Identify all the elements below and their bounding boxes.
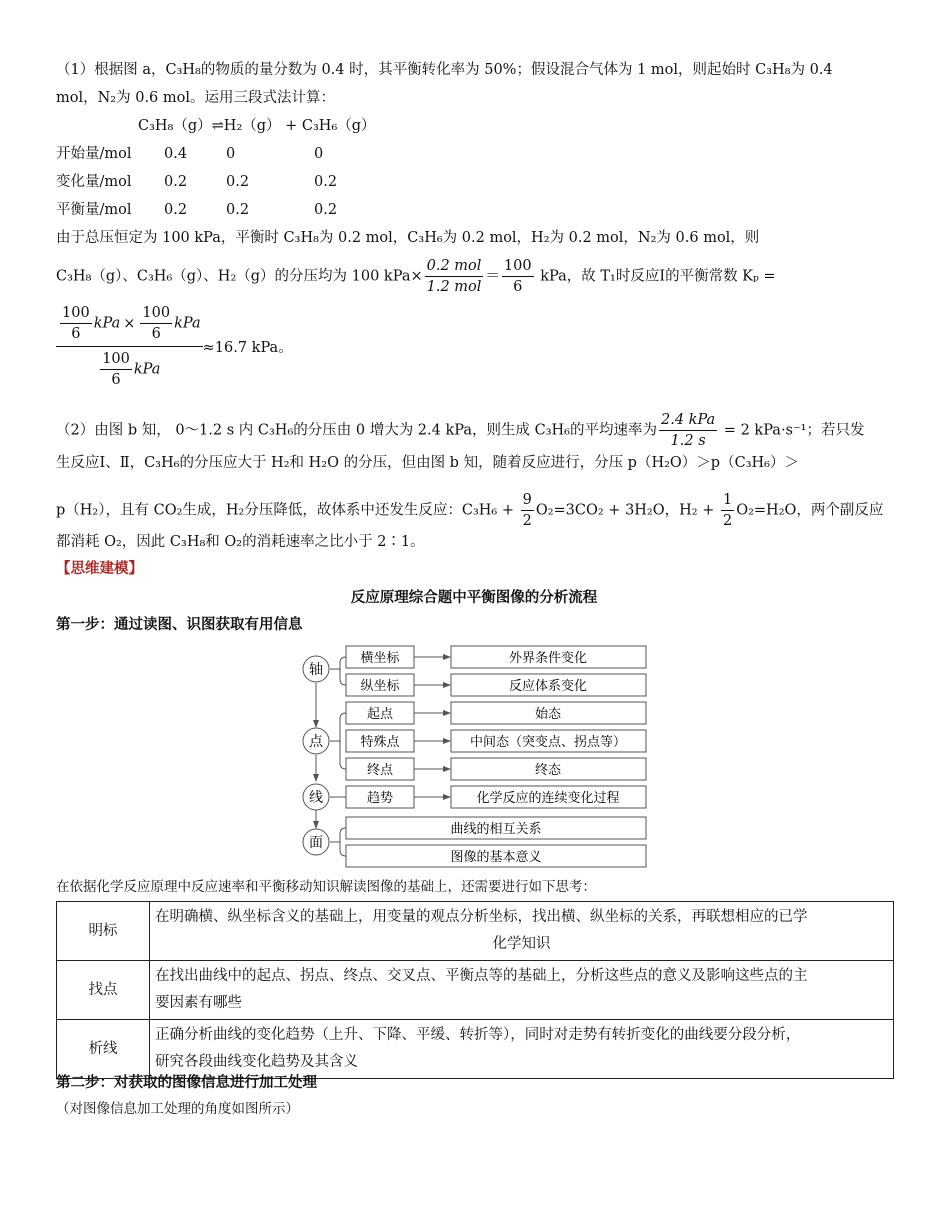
result-label: 化学反应的连续变化过程 <box>476 791 620 806</box>
row-value: 0 <box>314 146 324 162</box>
thinking-table <box>56 901 894 1079</box>
para2-lead: C₃H₈（g）、C₃H₆（g）、H₂（g）的分压均为 100 kPa× <box>56 268 423 285</box>
row-value: 0.4 <box>164 146 188 162</box>
para3-line3c: O₂=H₂O，两个副反应 <box>736 502 884 519</box>
fraction-denominator: 6 <box>111 372 121 388</box>
unit: kPa <box>93 315 121 332</box>
table-desc <box>150 902 894 961</box>
unit: kPa <box>174 315 201 332</box>
equals-sign: ＝ <box>485 268 500 285</box>
fraction <box>521 490 534 531</box>
para3-line3b: O₂=3CO₂ + 3H₂O，H₂ + <box>535 502 719 519</box>
fraction-numerator: 1 <box>721 490 734 511</box>
flow-diagram <box>298 640 650 868</box>
row-value: 0 <box>226 146 236 162</box>
flow-title: 反应原理综合题中平衡图像的分析流程 <box>350 590 598 606</box>
result-label: 中间态（突变点、拐点等） <box>469 735 627 750</box>
mid-label: 横坐标 <box>360 651 400 666</box>
step2-heading: 第二步：对获取的图像信息进行加工处理 <box>56 1075 317 1091</box>
three-step-row <box>56 144 892 164</box>
row-label: 开始量/mol <box>56 146 132 162</box>
desc-line: 化学知识 <box>492 936 551 952</box>
fraction-numerator: 0.2 mol <box>425 256 484 277</box>
para3-line1a: （2）由图 b 知， 0～1.2 s 内 C₃H₆的分压由 0 增大为 2.4 kPa，则生成 C₃H₆的平均速率为 <box>56 422 657 439</box>
fraction <box>659 410 717 451</box>
fraction <box>721 490 734 531</box>
bracket <box>340 828 346 856</box>
fraction-numerator: 9 <box>521 490 534 511</box>
fraction <box>60 303 92 344</box>
desc-line: 研究各段曲线变化趋势及其含义 <box>155 1054 358 1070</box>
fraction <box>425 256 484 297</box>
fraction-denominator: 2 <box>522 513 532 529</box>
step1-heading: 第一步：通过读图、识图获取有用信息 <box>56 617 303 633</box>
fraction-numerator: 100 <box>502 256 534 277</box>
para2-tail: kPa，故 T₁时反应Ⅰ的平衡常数 Kₚ = <box>535 268 776 285</box>
kp-fraction <box>56 303 203 390</box>
kp-expression <box>56 303 293 390</box>
row-label: 平衡量/mol <box>56 202 132 218</box>
table-desc <box>150 961 894 1020</box>
kp-denominator <box>56 347 203 390</box>
note-text: （对图像信息加工处理的角度如图所示） <box>56 1101 299 1117</box>
fraction-numerator: 2.4 kPa <box>659 410 717 431</box>
result-label: 反应体系变化 <box>508 679 588 694</box>
bracket <box>340 713 346 769</box>
row-label: 变化量/mol <box>56 174 132 190</box>
table-key: 找点 <box>57 961 150 1020</box>
para3-line1b: = 2 kPa·s⁻¹；若只发 <box>719 422 865 439</box>
desc-line: 在找出曲线中的起点、拐点、终点、交叉点、平衡点等的基础上，分析这些点的意义及影响这些点的主 <box>155 968 808 984</box>
fraction-numerator: 100 <box>140 303 172 324</box>
node-label: 线 <box>309 790 323 806</box>
para1-line2: mol，N₂为 0.6 mol。运用三段式法计算： <box>56 90 336 106</box>
para2-line1: 由于总压恒定为 100 kPa，平衡时 C₃H₈为 0.2 mol，C₃H₆为 0.2 mol，H₂为 0.2 mol，N₂为 0.6 mol，则 <box>56 230 760 246</box>
table-row <box>57 1020 894 1079</box>
result-label: 始态 <box>534 707 562 722</box>
fraction-denominator: 6 <box>151 326 161 342</box>
table-key: 明标 <box>57 902 150 961</box>
fraction-numerator: 100 <box>60 303 92 324</box>
wide-label: 曲线的相互关系 <box>450 822 542 837</box>
table-row <box>57 961 894 1020</box>
fraction-denominator: 1.2 mol <box>426 279 482 295</box>
bracket <box>340 657 346 685</box>
kp-result: ≈16.7 kPa。 <box>202 340 293 356</box>
para3-line1 <box>56 410 892 451</box>
mid-label: 起点 <box>366 707 394 722</box>
table-key: 析线 <box>57 1020 150 1079</box>
fraction <box>100 349 132 390</box>
fraction-numerator: 100 <box>100 349 132 370</box>
fraction-denominator: 6 <box>71 326 81 342</box>
desc-line: 在明确横、纵坐标含义的基础上，用变量的观点分析坐标，找出横、纵坐标的关系，再联想相应的已学 <box>155 909 808 925</box>
node-label: 轴 <box>309 662 323 678</box>
fraction-denominator: 6 <box>513 279 523 295</box>
result-label: 终态 <box>534 763 562 778</box>
row-value: 0.2 <box>164 202 188 218</box>
kp-numerator <box>56 303 203 347</box>
unit: kPa <box>133 361 161 378</box>
row-value: 0.2 <box>226 174 250 190</box>
model-heading: 【思维建模】 <box>56 561 143 577</box>
mid-label: 趋势 <box>366 791 394 806</box>
wide-label: 图像的基本意义 <box>450 850 542 865</box>
fraction <box>140 303 172 344</box>
para3-line3a: p（H₂），且有 CO₂生成，H₂分压降低，故体系中还发生反应：C₃H₆ + <box>56 502 519 519</box>
three-step-equation: C₃H₈（g）⇌H₂（g） + C₃H₆（g） <box>138 118 376 134</box>
node-label: 点 <box>309 734 323 750</box>
desc-line: 正确分析曲线的变化趋势（上升、下降、平缓、转折等），同时对走势有转折变化的曲线要分段分析， <box>155 1027 801 1043</box>
mid-label: 纵坐标 <box>360 679 400 694</box>
node-label: 面 <box>309 835 323 851</box>
table-desc <box>150 1020 894 1079</box>
three-step-row <box>56 200 892 220</box>
row-value: 0.2 <box>164 174 188 190</box>
fraction-denominator: 2 <box>722 513 733 529</box>
fraction <box>502 256 534 297</box>
row-value: 0.2 <box>314 174 338 190</box>
table-row <box>57 902 894 961</box>
para3-line4: 都消耗 O₂，因此 C₃H₈和 O₂的消耗速率之比小于 2∶1。 <box>56 534 425 550</box>
para3-line2: 生反应Ⅰ、Ⅱ，C₃H₆的分压应大于 H₂和 H₂O 的分压，但由图 b 知，随着反应进行，分压 p（H₂O）＞p（C₃H₆）＞ <box>56 455 799 471</box>
para2-line2 <box>56 256 892 297</box>
mid-label: 终点 <box>366 763 394 778</box>
para1-line1: （1）根据图 a，C₃H₈的物质的量分数为 0.4 时，其平衡转化率为 50%；假设混合气体为 1 mol，则起始时 C₃H₈为 0.4 <box>56 62 833 78</box>
three-step-row <box>56 172 892 192</box>
desc-line: 要因素有哪些 <box>155 995 242 1011</box>
fraction-denominator: 1.2 s <box>670 433 706 449</box>
row-value: 0.2 <box>226 202 250 218</box>
mid-label: 特殊点 <box>360 735 400 750</box>
intro-text: 在依据化学反应原理中反应速率和平衡移动知识解读图像的基础上，还需要进行如下思考： <box>56 879 596 895</box>
para3-line3 <box>56 490 892 531</box>
times-sign: × <box>123 315 136 332</box>
result-label: 外界条件变化 <box>508 651 588 666</box>
row-value: 0.2 <box>314 202 338 218</box>
